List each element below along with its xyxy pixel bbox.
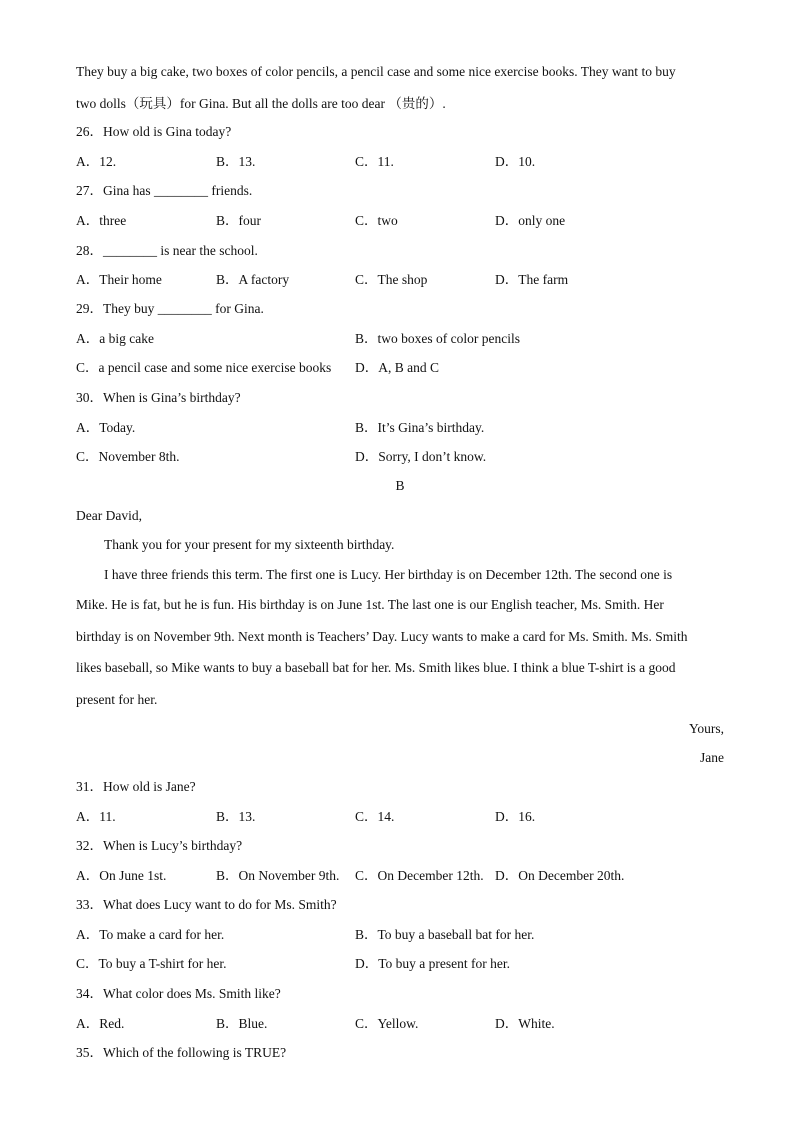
letter-paragraph: Thank you for your present for my sixteenth birthday.	[104, 537, 395, 552]
option-b[interactable]: B．A factory	[216, 272, 290, 287]
option-b[interactable]: B．To buy a baseball bat for her.	[355, 927, 535, 942]
option-b[interactable]: B．On November 9th.	[216, 868, 340, 883]
option-c[interactable]: C．Yellow.	[355, 1016, 419, 1031]
option-c[interactable]: C．To buy a T-shirt for her.	[76, 956, 227, 971]
question-stem: 35．Which of the following is TRUE?	[76, 1045, 287, 1060]
option-a[interactable]: A．Red.	[76, 1016, 125, 1031]
option-c[interactable]: C．On December 12th.	[355, 868, 484, 883]
letter-line: likes baseball, so Mike wants to buy a baseball bat for her. Ms. Smith likes blue. I think a blue T-shirt is a good	[76, 660, 676, 675]
option-b[interactable]: B．two boxes of color pencils	[355, 331, 520, 346]
passage-line: They buy a big cake, two boxes of color pencils, a pencil case and some nice exercise books. They want to buy	[76, 64, 676, 79]
section-heading: B	[395, 478, 405, 493]
option-d[interactable]: D．The farm	[495, 272, 569, 287]
question-stem: 31．How old is Jane?	[76, 779, 196, 794]
letter-line: present for her.	[76, 692, 158, 707]
option-d[interactable]: D．Sorry, I don’t know.	[355, 449, 487, 464]
question-stem: 27．Gina has ________ friends.	[76, 183, 253, 198]
question-stem: 30．When is Gina’s birthday?	[76, 390, 241, 405]
passage-line: two dolls（玩具）for Gina. But all the dolls are too dear （贵的）.	[76, 96, 446, 111]
question-stem: 33．What does Lucy want to do for Ms. Smith?	[76, 897, 337, 912]
option-a[interactable]: A．a big cake	[76, 331, 154, 346]
question-stem: 28．________ is near the school.	[76, 243, 258, 258]
option-a[interactable]: A．Today.	[76, 420, 136, 435]
question-stem: 26．How old is Gina today?	[76, 124, 232, 139]
option-d[interactable]: D．White.	[495, 1016, 555, 1031]
option-d[interactable]: D．To buy a present for her.	[355, 956, 511, 971]
option-c[interactable]: C．The shop	[355, 272, 428, 287]
option-d[interactable]: D．A, B and C	[355, 360, 439, 375]
letter-salutation: Dear David,	[76, 508, 142, 523]
letter-line: birthday is on November 9th. Next month is Teachers’ Day. Lucy wants to make a card for Ms. Smith. Ms. Smith	[76, 629, 688, 644]
option-b[interactable]: B．four	[216, 213, 261, 228]
option-b[interactable]: B．Blue.	[216, 1016, 268, 1031]
question-stem: 29．They buy ________ for Gina.	[76, 301, 264, 316]
option-d[interactable]: D．only one	[495, 213, 566, 228]
question-stem: 32．When is Lucy’s birthday?	[76, 838, 243, 853]
option-b[interactable]: B．13.	[216, 809, 256, 824]
letter-line: Mike. He is fat, but he is fun. His birthday is on June 1st. The last one is our English teacher, Ms. Smith. Her	[76, 597, 664, 612]
option-a[interactable]: A．On June 1st.	[76, 868, 167, 883]
question-stem: 34．What color does Ms. Smith like?	[76, 986, 281, 1001]
option-a[interactable]: A．three	[76, 213, 127, 228]
option-c[interactable]: C．14.	[355, 809, 395, 824]
option-a[interactable]: A．11.	[76, 809, 116, 824]
option-a[interactable]: A．To make a card for her.	[76, 927, 225, 942]
letter-signature: Jane	[700, 750, 724, 765]
option-a[interactable]: A．12.	[76, 154, 117, 169]
letter-closing: Yours,	[688, 721, 724, 736]
option-c[interactable]: C．November 8th.	[76, 449, 180, 464]
option-d[interactable]: D．On December 20th.	[495, 868, 625, 883]
option-b[interactable]: B．It’s Gina’s birthday.	[355, 420, 485, 435]
option-d[interactable]: D．10.	[495, 154, 536, 169]
option-a[interactable]: A．Their home	[76, 272, 162, 287]
option-b[interactable]: B．13.	[216, 154, 256, 169]
option-c[interactable]: C．a pencil case and some nice exercise books	[76, 360, 332, 375]
option-d[interactable]: D．16.	[495, 809, 536, 824]
option-c[interactable]: C．11.	[355, 154, 394, 169]
letter-line: I have three friends this term. The first one is Lucy. Her birthday is on December 12th. The second one is	[104, 567, 673, 582]
option-c[interactable]: C．two	[355, 213, 398, 228]
